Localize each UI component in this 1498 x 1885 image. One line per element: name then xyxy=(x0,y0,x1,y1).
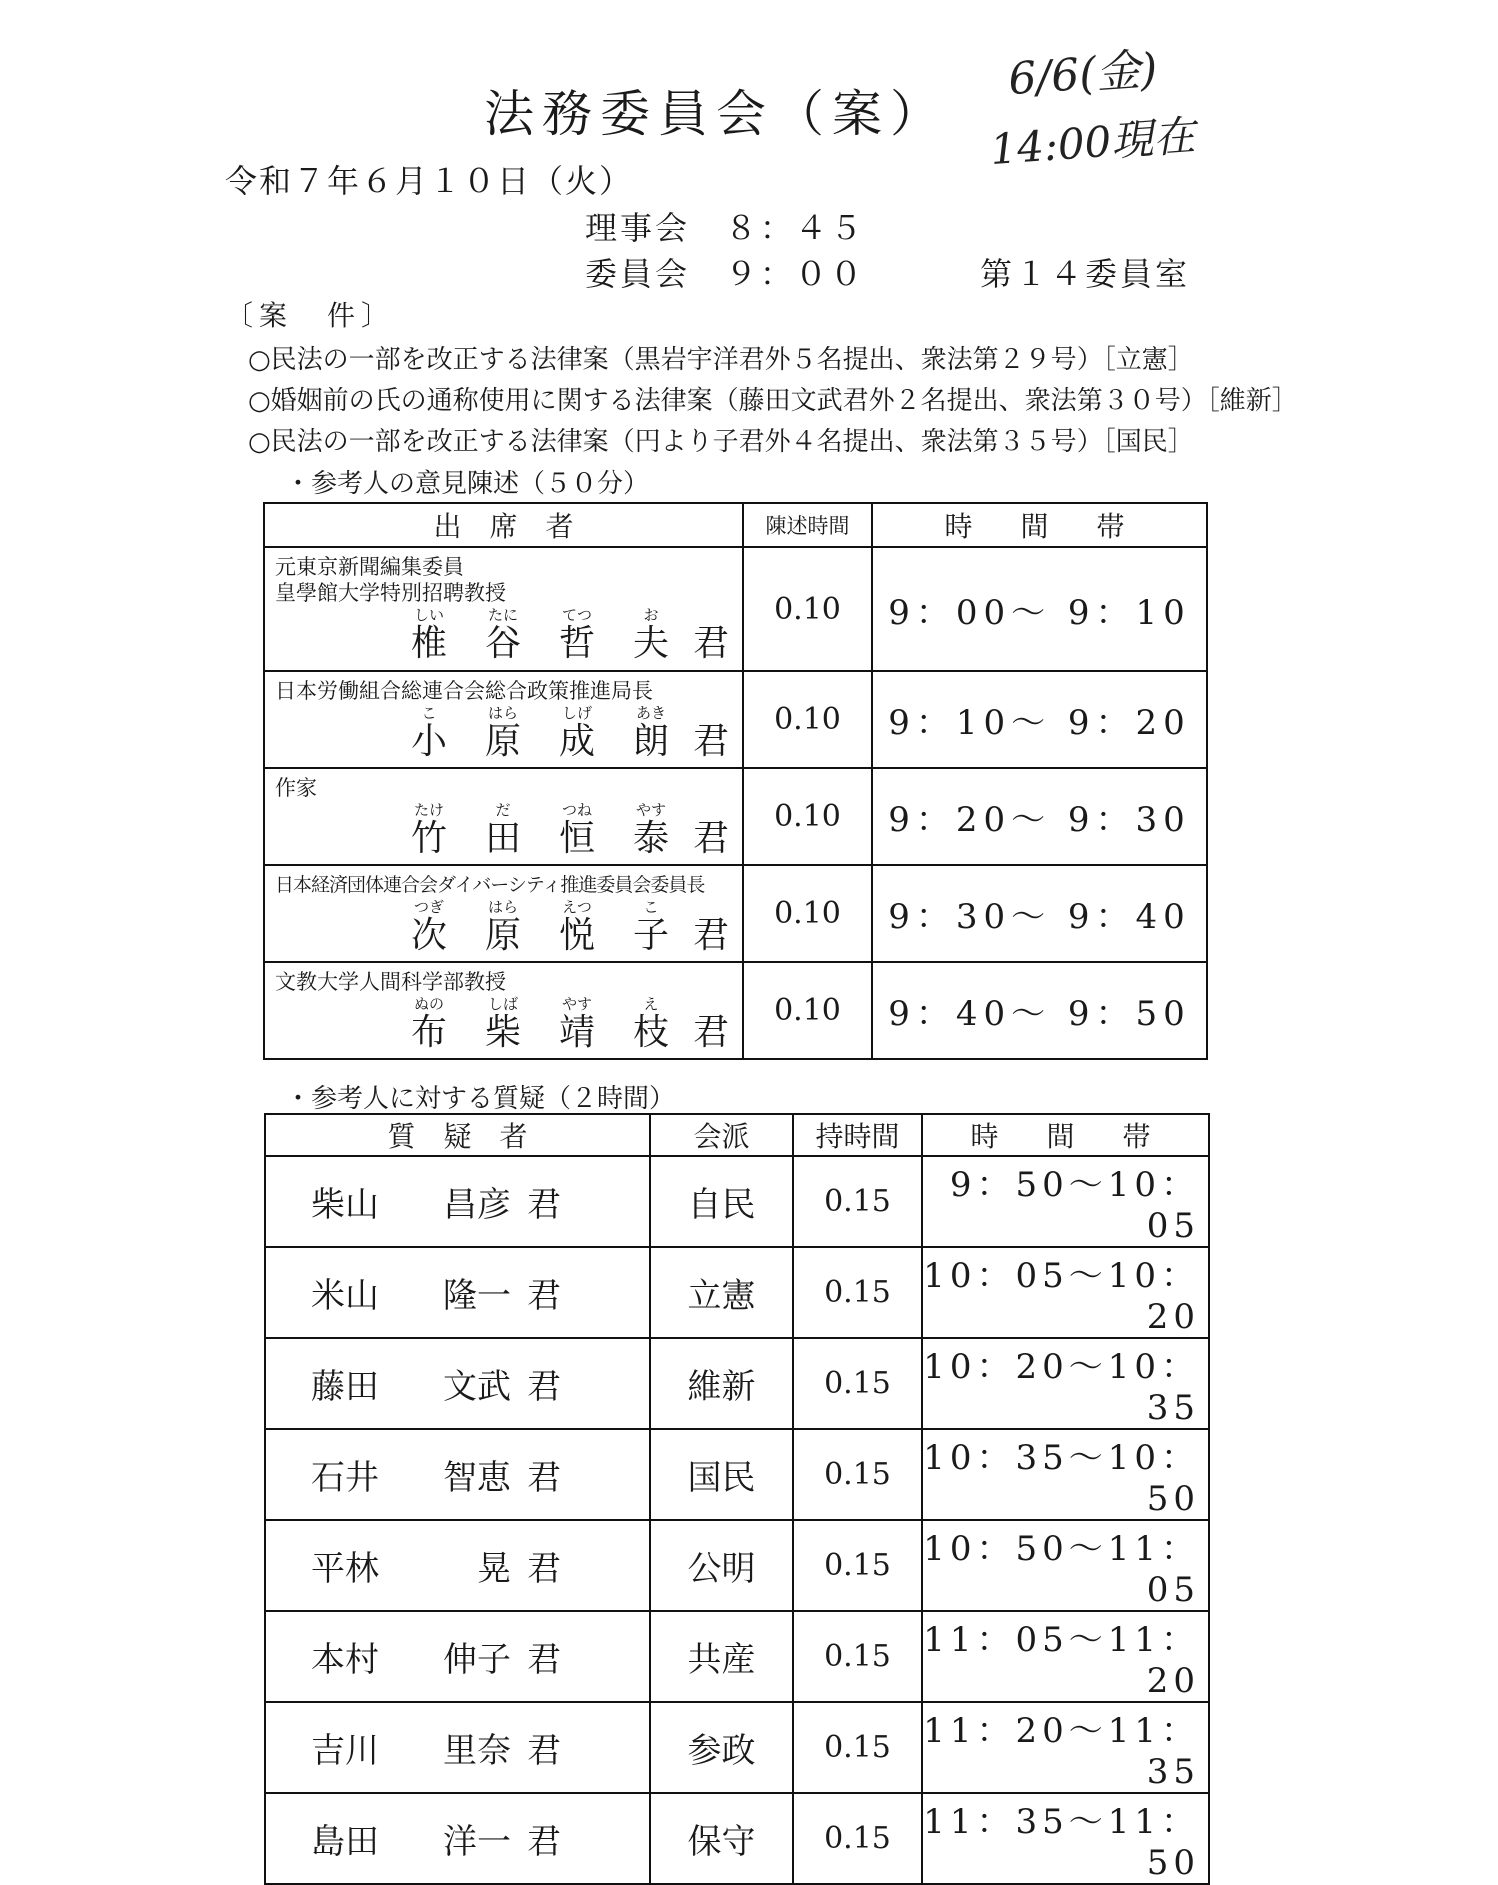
timeslot-cell: 11：05～11：20 xyxy=(922,1611,1209,1702)
column-header-duration: 陳述時間 xyxy=(743,503,872,547)
table-row xyxy=(264,962,1207,1059)
allotted-time-cell: 0.15 xyxy=(793,1338,922,1429)
questioner-cell xyxy=(265,1247,650,1338)
party-cell: 保守 xyxy=(650,1793,793,1884)
questioner-cell xyxy=(265,1611,650,1702)
column-header-timeslot: 時 間 帯 xyxy=(922,1114,1209,1156)
party-cell: 公明 xyxy=(650,1520,793,1611)
agenda-heading: 〔案 件〕 xyxy=(225,299,396,332)
questioner-given-name: 隆一 xyxy=(443,1276,511,1316)
timeslot-cell: 10：05～10：20 xyxy=(922,1247,1209,1338)
table-row xyxy=(264,671,1207,768)
questioner-family-name: 石井 xyxy=(311,1458,379,1498)
agenda-bill: ○民法の一部を改正する法律案（黒岩宇洋君外５名提出、衆法第２９号）［立憲］ xyxy=(248,345,1194,375)
table-header-row xyxy=(265,1114,1209,1156)
attendee-affiliation: 皇學館大学特別招聘教授 xyxy=(275,581,506,605)
questioner-cell xyxy=(265,1702,650,1793)
allotted-time-cell: 0.15 xyxy=(793,1702,922,1793)
allotted-time-cell: 0.15 xyxy=(793,1793,922,1884)
questioner-family-name: 米山 xyxy=(311,1276,379,1316)
furigana: つぎ xyxy=(413,897,444,916)
attendee-name xyxy=(265,898,742,956)
column-header-questioner: 質 疑 者 xyxy=(265,1114,650,1156)
honorific: 君 xyxy=(692,720,729,762)
column-header-timeslot: 時 間 帯 xyxy=(872,503,1207,547)
honorific: 君 xyxy=(692,1011,729,1053)
table-row xyxy=(265,1338,1209,1429)
meeting-room: 第１４委員室 xyxy=(980,255,1191,293)
furigana: こ xyxy=(421,703,437,722)
furigana: お xyxy=(643,606,659,624)
name-kanji: 成 xyxy=(558,720,595,762)
table-row xyxy=(265,1702,1209,1793)
furigana: しば xyxy=(487,994,518,1013)
questioner-given-name: 智恵 xyxy=(443,1458,511,1498)
honorific: 君 xyxy=(527,1458,561,1498)
attendee-cell xyxy=(264,962,743,1059)
column-header-attendee: 出 席 者 xyxy=(264,503,743,547)
furigana: たけ xyxy=(413,800,444,819)
questioner-given-name: 晃 xyxy=(477,1549,511,1589)
honorific: 君 xyxy=(692,914,729,956)
party-cell: 参政 xyxy=(650,1702,793,1793)
duration-cell: 0.10 xyxy=(743,547,872,671)
name-kanji: 悦 xyxy=(558,914,595,956)
attendee-cell xyxy=(264,768,743,865)
name-kanji: 哲 xyxy=(558,623,595,664)
furigana: やす xyxy=(635,800,666,819)
questioner-given-name: 昌彦 xyxy=(443,1185,511,1225)
name-kanji: 柴 xyxy=(484,1011,521,1053)
questioner-cell xyxy=(265,1338,650,1429)
attendee-name xyxy=(265,995,742,1053)
handwritten-time-note: 14:00現在 xyxy=(988,110,1197,175)
questioner-family-name: 藤田 xyxy=(311,1367,379,1407)
questioner-given-name: 伸子 xyxy=(443,1640,511,1680)
questioner-given-name: 文武 xyxy=(443,1367,511,1407)
furigana: あき xyxy=(635,703,666,722)
table-row xyxy=(265,1247,1209,1338)
questioner-cell xyxy=(265,1520,650,1611)
furigana: しい xyxy=(413,606,444,624)
name-kanji: 次 xyxy=(410,914,447,956)
timeslot-cell: 11：35～11：50 xyxy=(922,1793,1209,1884)
honorific: 君 xyxy=(527,1731,561,1771)
name-kanji: 恒 xyxy=(558,817,595,859)
party-cell: 共産 xyxy=(650,1611,793,1702)
agenda-bill: ○婚姻前の氏の通称使用に関する法律案（藤田文武君外２名提出、衆法第３０号）［維新］ xyxy=(248,386,1298,416)
handwritten-date-note: 6/6(金) xyxy=(1006,43,1160,106)
name-kanji: 靖 xyxy=(558,1011,595,1053)
attendee-name xyxy=(265,606,742,664)
attendee-affiliation: 作家 xyxy=(275,775,317,800)
timeslot-cell: 11：20～11：35 xyxy=(922,1702,1209,1793)
questioner-cell xyxy=(265,1429,650,1520)
name-kanji: 原 xyxy=(484,914,521,956)
questioner-cell xyxy=(265,1793,650,1884)
board-meeting-time: 理事会 ８：４５ xyxy=(585,209,866,247)
honorific: 君 xyxy=(527,1549,561,1589)
party-cell: 立憲 xyxy=(650,1247,793,1338)
honorific: 君 xyxy=(527,1276,561,1316)
table-row xyxy=(264,768,1207,865)
questioner-given-name: 洋一 xyxy=(443,1822,511,1862)
party-cell: 国民 xyxy=(650,1429,793,1520)
name-kanji: 泰 xyxy=(632,817,669,859)
table-row xyxy=(264,547,1207,671)
name-kanji: 田 xyxy=(484,817,521,859)
allotted-time-cell: 0.15 xyxy=(793,1156,922,1247)
questioner-family-name: 本村 xyxy=(311,1640,379,1680)
questioner-family-name: 柴山 xyxy=(311,1185,379,1225)
furigana: だ xyxy=(495,800,511,819)
attendee-cell xyxy=(264,671,743,768)
honorific: 君 xyxy=(527,1367,561,1407)
timeslot-cell: 9：30～ 9：40 xyxy=(872,865,1207,962)
honorific: 君 xyxy=(692,623,729,664)
document-title: 法務委員会（案） xyxy=(484,85,948,143)
honorific: 君 xyxy=(692,817,729,859)
committee-meeting-time: 委員会 ９：００ xyxy=(585,255,866,293)
furigana: えつ xyxy=(562,897,592,916)
questioner-family-name: 平林 xyxy=(311,1549,379,1589)
questioner-family-name: 吉川 xyxy=(311,1731,379,1771)
allotted-time-cell: 0.15 xyxy=(793,1611,922,1702)
questioner-cell xyxy=(265,1156,650,1247)
duration-cell: 0.10 xyxy=(743,962,872,1059)
timeslot-cell: 9：20～ 9：30 xyxy=(872,768,1207,865)
furigana: つね xyxy=(561,800,592,819)
table-row xyxy=(265,1793,1209,1884)
attendee-affiliation: 日本経済団体連合会ダイバーシティ推進委員会委員長 xyxy=(275,873,705,896)
table-row xyxy=(265,1520,1209,1611)
furigana: しげ xyxy=(561,703,592,722)
name-kanji: 朗 xyxy=(632,720,669,762)
honorific: 君 xyxy=(527,1640,561,1680)
attendee-name xyxy=(265,801,742,859)
furigana: やす xyxy=(561,994,592,1013)
column-header-allotted-time: 持時間 xyxy=(793,1114,922,1156)
name-kanji: 小 xyxy=(410,720,447,762)
allotted-time-cell: 0.15 xyxy=(793,1429,922,1520)
duration-cell: 0.10 xyxy=(743,768,872,865)
name-kanji: 谷 xyxy=(484,623,521,664)
furigana: はら xyxy=(487,897,518,916)
timeslot-cell: 9：40～ 9：50 xyxy=(872,962,1207,1059)
attendee-affiliation: 日本労働組合総連合会総合政策推進局長 xyxy=(275,678,653,703)
party-cell: 自民 xyxy=(650,1156,793,1247)
table-row xyxy=(265,1429,1209,1520)
timeslot-cell: 10：35～10：50 xyxy=(922,1429,1209,1520)
attendee-affiliation: 元東京新聞編集委員 xyxy=(275,555,464,579)
furigana: ぬの xyxy=(413,994,444,1013)
table-row xyxy=(265,1156,1209,1247)
statements-heading: ・参考人の意見陳述（５０分） xyxy=(285,469,650,499)
allotted-time-cell: 0.15 xyxy=(793,1520,922,1611)
name-kanji: 子 xyxy=(632,914,669,956)
table-row xyxy=(264,865,1207,962)
honorific: 君 xyxy=(527,1185,561,1225)
questioner-family-name: 島田 xyxy=(311,1822,379,1862)
timeslot-cell: 9：50～10：05 xyxy=(922,1156,1209,1247)
furigana: え xyxy=(643,994,659,1013)
attendee-cell xyxy=(264,865,743,962)
timeslot-cell: 10：20～10：35 xyxy=(922,1338,1209,1429)
timeslot-cell: 9：00～ 9：10 xyxy=(872,547,1207,671)
attendee-cell xyxy=(264,547,743,671)
furigana: はら xyxy=(487,703,518,722)
table-row xyxy=(265,1611,1209,1702)
name-kanji: 椎 xyxy=(410,623,447,664)
party-cell: 維新 xyxy=(650,1338,793,1429)
duration-cell: 0.10 xyxy=(743,865,872,962)
name-kanji: 夫 xyxy=(632,623,669,664)
column-header-party: 会派 xyxy=(650,1114,793,1156)
name-kanji: 竹 xyxy=(410,817,447,859)
allotted-time-cell: 0.15 xyxy=(793,1247,922,1338)
honorific: 君 xyxy=(527,1822,561,1862)
duration-cell: 0.10 xyxy=(743,671,872,768)
name-kanji: 原 xyxy=(484,720,521,762)
meeting-date: 令和７年６月１０日（火） xyxy=(225,162,634,200)
name-kanji: 布 xyxy=(410,1011,447,1053)
name-kanji: 枝 xyxy=(632,1011,669,1053)
statements-table xyxy=(263,502,1208,1060)
questions-heading: ・参考人に対する質疑（２時間） xyxy=(285,1084,676,1114)
furigana: こ xyxy=(643,897,659,916)
timeslot-cell: 9：10～ 9：20 xyxy=(872,671,1207,768)
table-header-row xyxy=(264,503,1207,547)
furigana: たに xyxy=(487,606,518,624)
questioner-given-name: 里奈 xyxy=(443,1731,511,1771)
furigana: てつ xyxy=(561,606,592,624)
attendee-name xyxy=(265,704,742,762)
attendee-affiliation: 文教大学人間科学部教授 xyxy=(275,969,506,994)
timeslot-cell: 10：50～11：05 xyxy=(922,1520,1209,1611)
questions-table xyxy=(264,1113,1210,1885)
agenda-bill: ○民法の一部を改正する法律案（円より子君外４名提出、衆法第３５号）［国民］ xyxy=(248,427,1194,457)
